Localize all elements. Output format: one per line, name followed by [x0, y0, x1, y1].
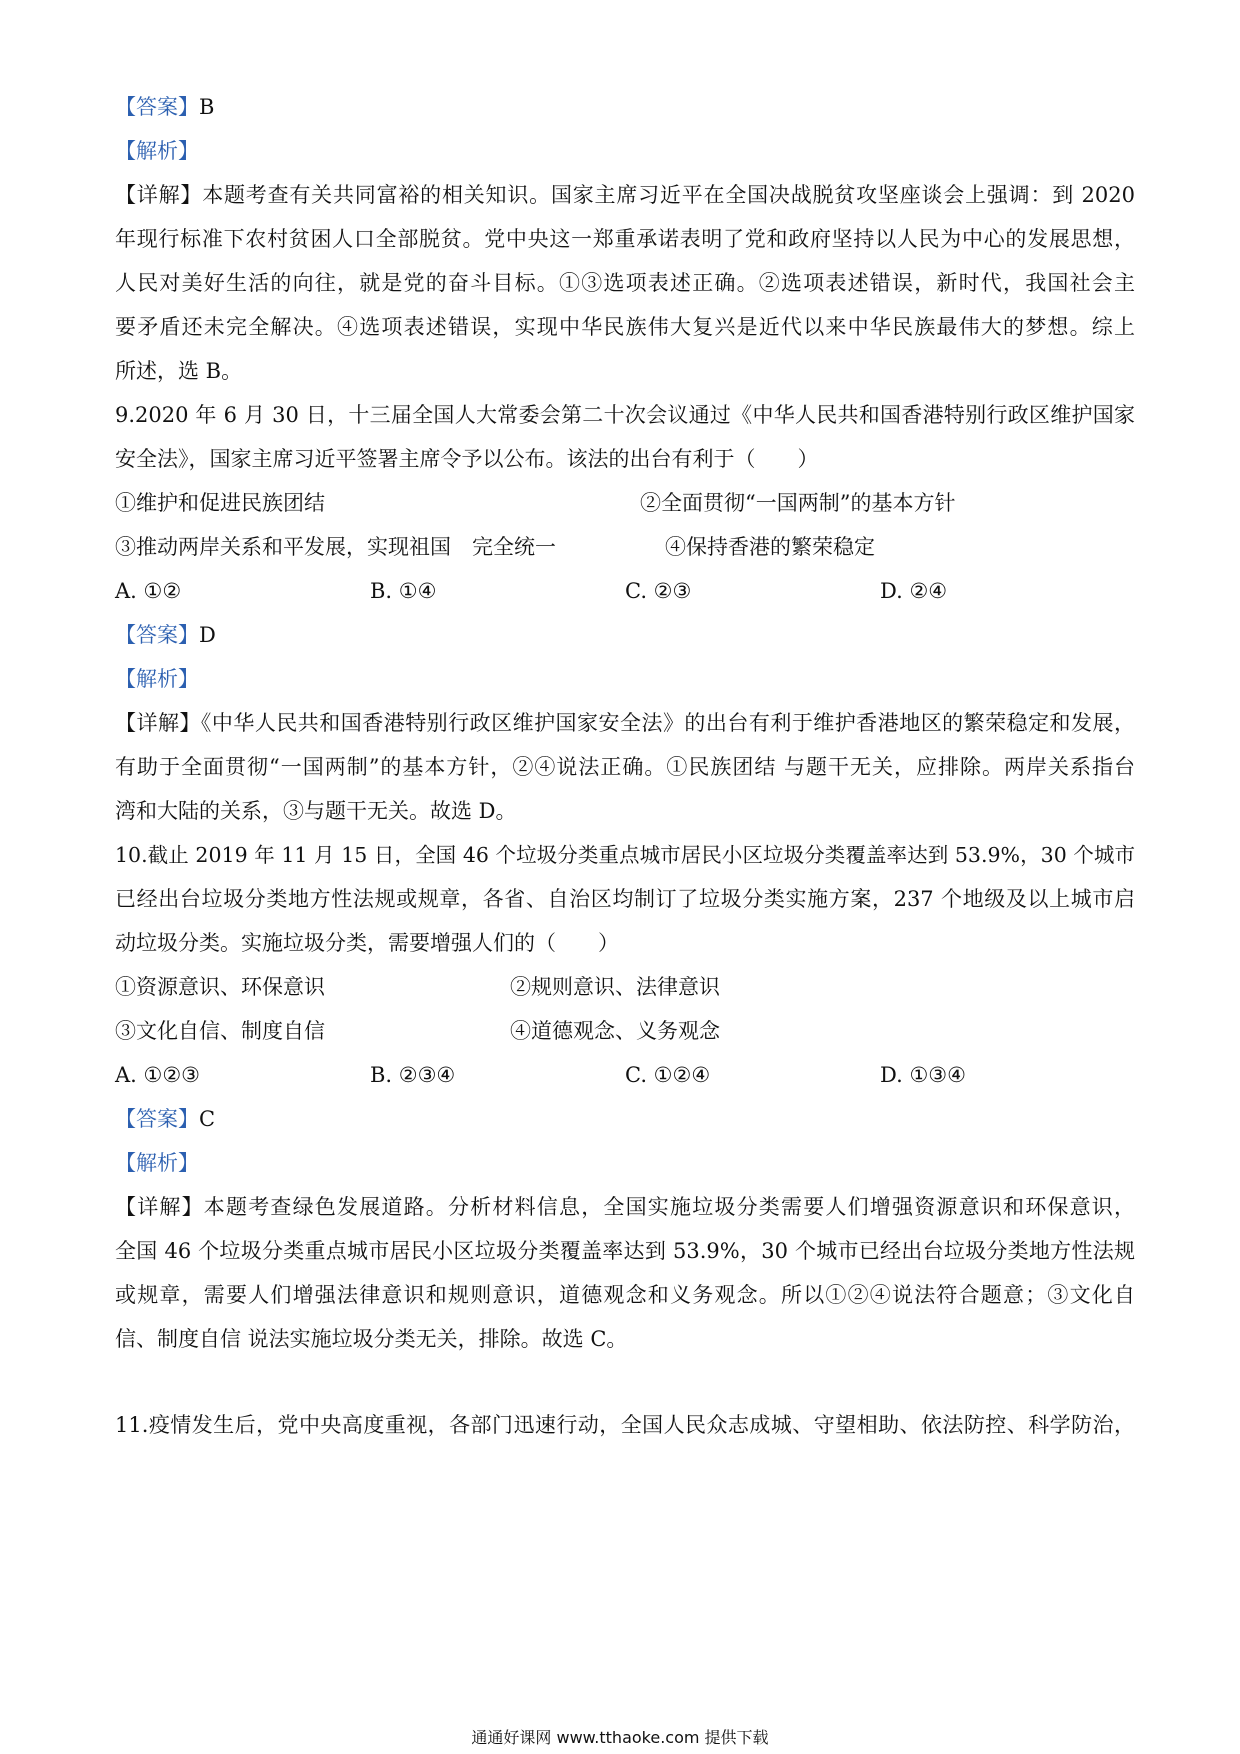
answer-label: 【答案】	[115, 1107, 199, 1131]
q10-answer	[115, 1104, 1135, 1134]
q10-detail-line: 【详解】本题考查绿色发展道路。分析材料信息，全国实施垃圾分类需要人们增强资源意识和环保意识，	[115, 1195, 1135, 1219]
q11-stem-line: 11.疫情发生后，党中央高度重视，各部门迅速行动，全国人民众志成城、守望相助、依法防控、科学防治，	[115, 1413, 1135, 1437]
q10-choice-c: C. ①②④	[625, 1063, 711, 1087]
answer-value: C	[199, 1107, 216, 1131]
q10-choice-b: B. ②③④	[370, 1063, 456, 1087]
q8-detail-line: 【详解】本题考查有关共同富裕的相关知识。国家主席习近平在全国决战脱贫攻坚座谈会上强调：到 2020	[115, 183, 1135, 207]
q9-answer	[115, 620, 1135, 650]
page-footer: 通通好课网 www.tthaoke.com 提供下载	[471, 1728, 769, 1747]
q9-choice-a: A. ①②	[115, 579, 182, 603]
q8-detail-line: 年现行标准下农村贫困人口全部脱贫。党中央这一郑重承诺表明了党和政府坚持以人民为中心的发展思想，	[115, 227, 1135, 251]
q9-item-3: ③推动两岸关系和平发展，实现祖国 完全统一	[115, 535, 556, 559]
q9-detail-line: 有助于全面贯彻“一国两制”的基本方针，②④说法正确。①民族团结 与题干无关，应排除。两岸关系指台	[115, 755, 1135, 779]
q10-item-2: ②规则意识、法律意识	[510, 975, 720, 999]
q10-choice-d: D. ①③④	[880, 1063, 966, 1087]
q10-stem-line: 动垃圾分类。实施垃圾分类，需要增强人们的（ ）	[115, 931, 619, 955]
q9-analysis-label	[115, 664, 1135, 694]
analysis-label: 【解析】	[115, 139, 199, 163]
q9-item-2: ②全面贯彻“一国两制”的基本方针	[640, 491, 956, 515]
q9-choice-c: C. ②③	[625, 579, 692, 603]
q10-choice-a: A. ①②③	[115, 1063, 200, 1087]
q10-item-4: ④道德观念、义务观念	[510, 1019, 720, 1043]
q8-analysis-label	[115, 136, 1135, 166]
q10-item-3: ③文化自信、制度自信	[115, 1019, 325, 1043]
q8-answer	[115, 92, 1135, 122]
q10-analysis-label	[115, 1148, 1135, 1178]
q9-item-4: ④保持香港的繁荣稳定	[665, 535, 875, 559]
q10-item-1: ①资源意识、环保意识	[115, 975, 325, 999]
analysis-label: 【解析】	[115, 667, 199, 691]
q10-detail-line: 或规章，需要人们增强法律意识和规则意识，道德观念和义务观念。所以①②④说法符合题意；③文化自	[115, 1283, 1135, 1307]
q10-stem-line: 已经出台垃圾分类地方性法规或规章，各省、自治区均制订了垃圾分类实施方案，237 个地级及以上城市启	[115, 887, 1135, 911]
answer-label: 【答案】	[115, 95, 199, 119]
q9-choice-b: B. ①④	[370, 579, 437, 603]
q9-choice-d: D. ②④	[880, 579, 948, 603]
q8-detail-line: 要矛盾还未完全解决。④选项表述错误，实现中华民族伟大复兴是近代以来中华民族最伟大的梦想。综上	[115, 315, 1135, 339]
q9-stem-line: 安全法》，国家主席习近平签署主席令予以公布。该法的出台有利于（ ）	[115, 447, 819, 471]
q8-detail-line: 所述，选 B。	[115, 359, 243, 383]
q10-detail-line: 信、制度自信 说法实施垃圾分类无关，排除。故选 C。	[115, 1327, 628, 1351]
q8-detail-line: 人民对美好生活的向往，就是党的奋斗目标。①③选项表述正确。②选项表述错误，新时代，我国社会主	[115, 271, 1135, 295]
q10-detail-line: 全国 46 个垃圾分类重点城市居民小区垃圾分类覆盖率达到 53.9%，30 个城市已经出台垃圾分类地方性法规	[115, 1239, 1135, 1263]
answer-value: D	[199, 623, 216, 647]
answer-label: 【答案】	[115, 623, 199, 647]
q9-detail-line: 【详解】《中华人民共和国香港特别行政区维护国家安全法》的出台有利于维护香港地区的繁荣稳定和发展，	[115, 711, 1135, 735]
answer-value: B	[199, 95, 215, 119]
q10-stem-line: 10.截止 2019 年 11 月 15 日，全国 46 个垃圾分类重点城市居民小区垃圾分类覆盖率达到 53.9%，30 个城市	[115, 843, 1135, 867]
q9-detail-line: 湾和大陆的关系，③与题干无关。故选 D。	[115, 799, 517, 823]
q9-item-1: ①维护和促进民族团结	[115, 491, 325, 515]
analysis-label: 【解析】	[115, 1151, 199, 1175]
q9-stem-line: 9.2020 年 6 月 30 日，十三届全国人大常委会第二十次会议通过《中华人民共和国香港特别行政区维护国家	[115, 403, 1135, 427]
